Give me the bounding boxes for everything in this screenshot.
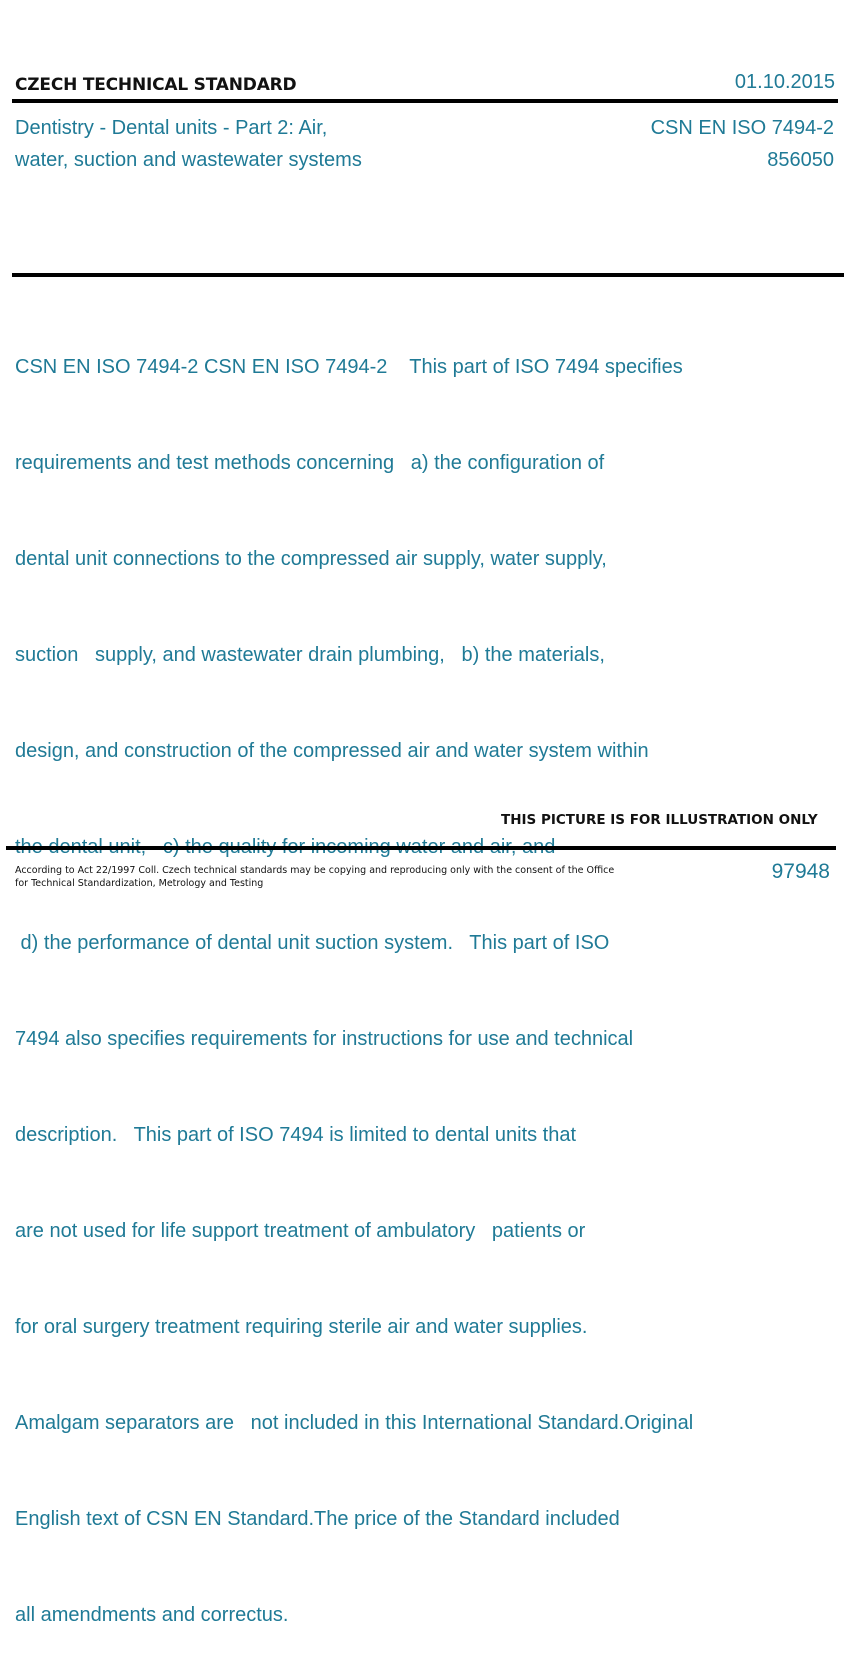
- abstract-line: dental unit connections to the compressed air supply, water supply,: [15, 548, 607, 570]
- header-divider: [12, 99, 838, 103]
- abstract-line: design, and construction of the compressed air and water system within: [15, 740, 649, 762]
- abstract-line: for oral surgery treatment requiring sterile air and water supplies.: [15, 1316, 588, 1338]
- publication-date: 01.10.2015: [734, 71, 835, 93]
- standard-type-label: CZECH TECHNICAL STANDARD: [15, 75, 297, 95]
- abstract-line: description. This part of ISO 7494 is limited to dental units that: [15, 1124, 577, 1146]
- legal-notice-line: According to Act 22/1997 Coll. Czech technical standards may be copying and reproducing only with the consent of the Office: [15, 865, 615, 876]
- abstract-line: English text of CSN EN Standard.The price of the Standard included: [15, 1508, 620, 1530]
- abstract-line: Amalgam separators are not included in this International Standard.Original: [15, 1412, 694, 1434]
- title-divider: [12, 273, 844, 277]
- abstract-line: requirements and test methods concerning a) the configuration of: [15, 452, 605, 474]
- abstract-text: [15, 287, 775, 1663]
- abstract-line: CSN EN ISO 7494-2 CSN EN ISO 7494-2 This part of ISO 7494 specifies: [15, 356, 683, 378]
- abstract-line: all amendments and correctus.: [15, 1604, 289, 1626]
- standard-code: CSN EN ISO 7494-2: [650, 117, 834, 139]
- legal-notice: [15, 864, 614, 890]
- abstract-line: 7494 also specifies requirements for instructions for use and technical: [15, 1028, 634, 1050]
- illustration-notice: THIS PICTURE IS FOR ILLUSTRATION ONLY: [501, 812, 818, 828]
- title-line-1: Dentistry - Dental units - Part 2: Air,: [15, 117, 328, 139]
- abstract-line: d) the performance of dental unit suction system. This part of ISO: [15, 932, 610, 954]
- footer-divider: [6, 846, 836, 850]
- catalog-number: 97948: [771, 860, 830, 883]
- legal-notice-line: for Technical Standardization, Metrology and Testing: [15, 878, 264, 889]
- title-line-2: water, suction and wastewater systems: [15, 149, 362, 171]
- abstract-line: are not used for life support treatment of ambulatory patients or: [15, 1220, 586, 1242]
- class-number: 856050: [767, 149, 834, 171]
- abstract-line: suction supply, and wastewater drain plumbing, b) the materials,: [15, 644, 605, 666]
